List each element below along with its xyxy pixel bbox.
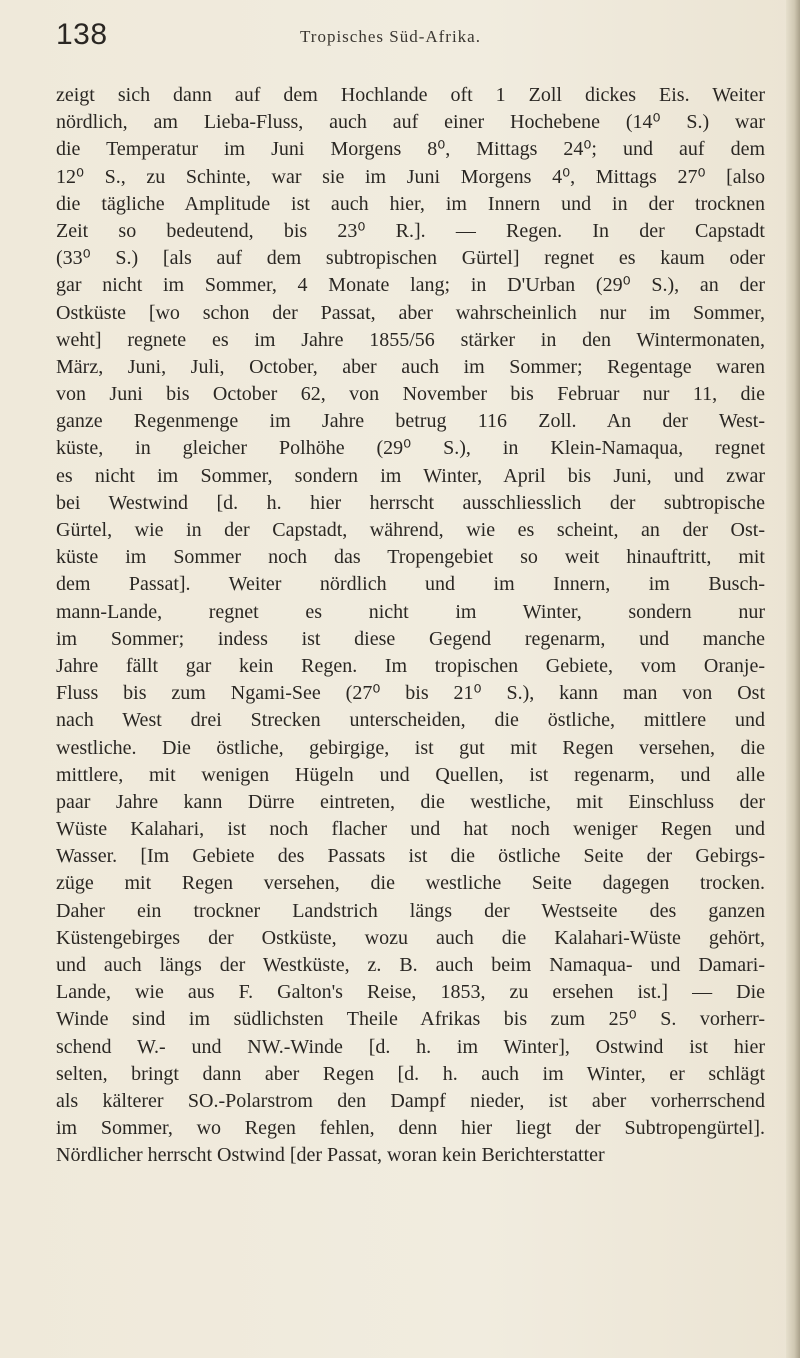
text-line: Zeit so bedeutend, bis 23⁰ R.]. — Regen. In der Capstadt [56,219,765,242]
text-line: gar nicht im Sommer, 4 Monate lang; in D'Urban (29⁰ S.), an der [56,274,765,297]
text-line: Wüste Kalahari, ist noch flacher und hat noch weniger Regen und [56,818,765,841]
text-line: westliche. Die östliche, gebirgige, ist gut mit Regen versehen, die [56,736,765,759]
running-head: Tropisches Süd-Afrika. [300,27,481,46]
text-line: Daher ein trockner Landstrich längs der Westseite des ganzen [56,899,765,922]
text-line: küste, in gleicher Polhöhe (29⁰ S.), in Klein-Namaqua, regnet [56,437,765,460]
text-line: die tägliche Amplitude ist auch hier, im Innern und in der trocknen [56,192,765,215]
text-line: bei Westwind [d. h. hier herrscht ausschliesslich der subtropische [56,491,765,514]
text-line: nach West drei Strecken unterscheiden, die östliche, mittlere und [56,709,765,732]
text-line: Winde sind im südlichsten Theile Afrikas bis zum 25⁰ S. vorherr- [56,1008,765,1031]
text-line: Jahre fällt gar kein Regen. Im tropischen Gebiete, vom Oranje- [56,654,765,677]
text-line: mann-Lande, regnet es nicht im Winter, sondern nur [56,600,765,623]
text-line: Gürtel, wie in der Capstadt, während, wie es scheint, an der Ost- [56,519,765,541]
page-header [56,18,760,58]
text-line: Lande, wie aus F. Galton's Reise, 1853, zu ersehen ist.] — Die [56,981,765,1004]
text-line: die Temperatur im Juni Morgens 8⁰, Mittags 24⁰; und auf dem [56,138,765,161]
text-line: dem Passat]. Weiter nördlich und im Innern, im Busch- [56,573,765,596]
text-line: Ostküste [wo schon der Passat, aber wahrscheinlich nur im Sommer, [56,301,765,324]
text-line: von Juni bis October 62, von November bis Februar nur 11, die [56,383,765,406]
body-text [56,82,765,1170]
text-line: März, Juni, Juli, October, aber auch im Sommer; Regentage waren [56,355,765,378]
page-number: 138 [56,18,108,51]
text-line: ganze Regenmenge im Jahre betrug 116 Zoll. An der West- [56,410,765,433]
text-line: im Sommer, wo Regen fehlen, denn hier liegt der Subtropengürtel]. [56,1117,765,1140]
page-edge [786,0,800,1358]
text-line: küste im Sommer noch das Tropengebiet so weit hinauftritt, mit [56,546,765,569]
text-line: mittlere, mit wenigen Hügeln und Quellen, ist regenarm, und alle [56,763,765,786]
text-line: Wasser. [Im Gebiete des Passats ist die östliche Seite der Gebirgs- [56,845,765,868]
text-line: als kälterer SO.-Polarstrom den Dampf nieder, ist aber vorherrschend [56,1089,765,1112]
text-line: im Sommer; indess ist diese Gegend regenarm, und manche [56,627,765,650]
text-line: züge mit Regen versehen, die westliche Seite dagegen trocken. [56,872,765,895]
text-line: weht] regnete es im Jahre 1855/56 stärker in den Wintermonaten, [56,328,765,351]
text-line: paar Jahre kann Dürre eintreten, die westliche, mit Einschluss der [56,790,765,813]
text-line: schend W.- und NW.-Winde [d. h. im Winter], Ostwind ist hier [56,1035,765,1058]
text-line: nördlich, am Lieba-Fluss, auch auf einer Hochebene (14⁰ S.) war [56,111,765,134]
text-line: (33⁰ S.) [als auf dem subtropischen Gürtel] regnet es kaum oder [56,247,765,270]
text-line: 12⁰ S., zu Schinte, war sie im Juni Morgens 4⁰, Mittags 27⁰ [also [56,165,765,188]
text-line: und auch längs der Westküste, z. B. auch beim Namaqua- und Damari- [56,954,765,976]
text-line: Nördlicher herrscht Ostwind [der Passat, woran kein Berichterstatter [56,1144,605,1167]
text-line: es nicht im Sommer, sondern im Winter, April bis Juni, und zwar [56,464,765,487]
text-line: Fluss bis zum Ngami-See (27⁰ bis 21⁰ S.), kann man von Ost [56,682,765,705]
text-line: selten, bringt dann aber Regen [d. h. auch im Winter, er schlägt [56,1062,765,1085]
text-line: Küstengebirges der Ostküste, wozu auch die Kalahari-Wüste gehört, [56,926,765,949]
text-line: zeigt sich dann auf dem Hochlande oft 1 Zoll dickes Eis. Weiter [56,84,765,106]
